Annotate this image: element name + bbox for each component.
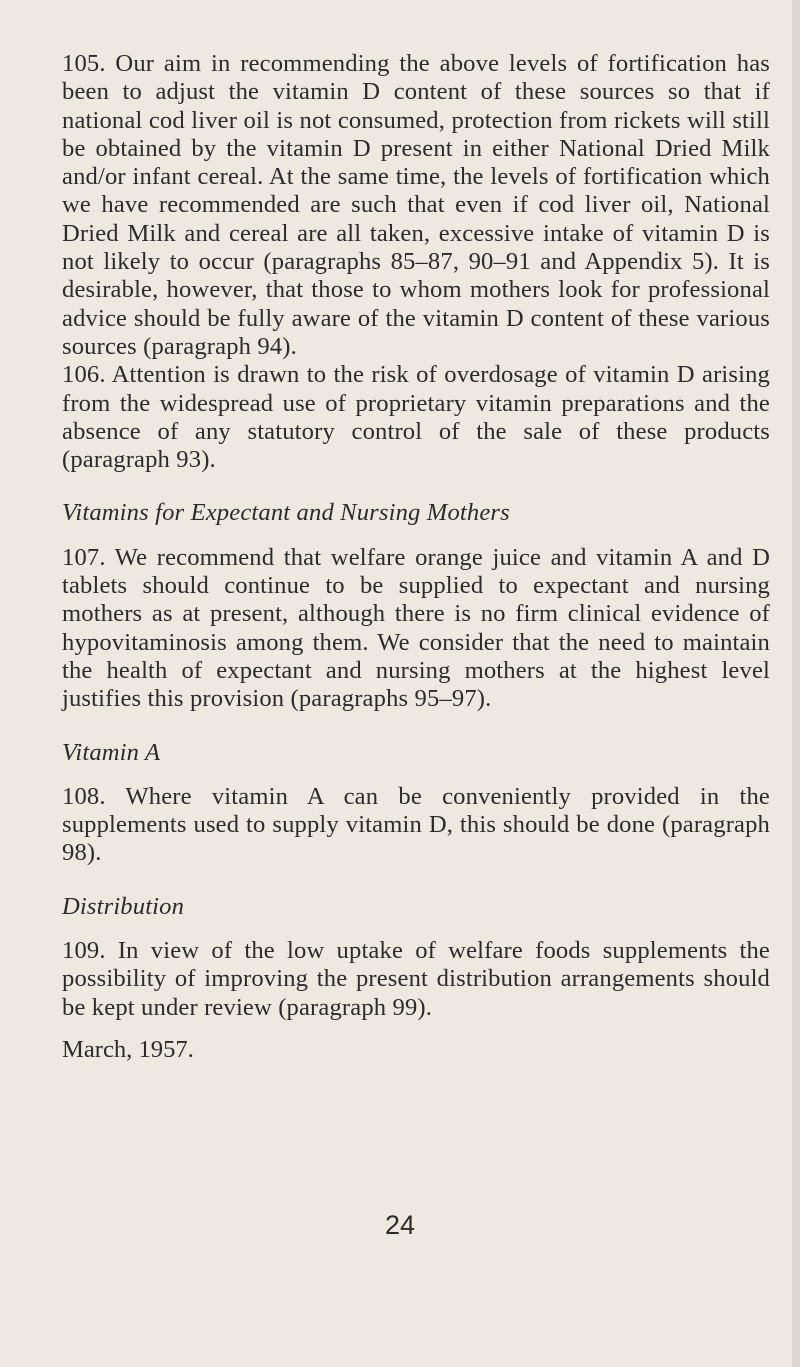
page-number: 24 xyxy=(384,1210,416,1240)
paragraph-109: 109. In view of the low uptake of welfare foods supplements the possibility of improving the present distribution arrangements should be kept under review (paragraph 99). xyxy=(62,937,770,1021)
heading-distribution: Distribution xyxy=(62,892,185,920)
date-line: March, 1957. xyxy=(62,1035,194,1063)
paragraph-105: 105. Our aim in recommending the above levels of fortification has been to adjust the vitamin D content of these sources so that if national cod liver oil is not consumed, protection from rickets will still be obtained by the vitamin D present in either National Dried Milk and/or infant cereal. At the same time, the levels of fortification which we have recommended are such that even if cod liver oil, National Dried Milk and cereal are all taken, excessive intake of vitamin D is not likely to occur (paragraphs 85–87, 90–91 and Appendix 5). It is desirable, however, that those to whom mothers look for professional advice should be fully aware of the vitamin D content of these various sources (paragraph 94). xyxy=(62,50,770,360)
paragraph-108: 108. Where vitamin A can be conveniently provided in the supplements used to supply vitamin D, this should be done (paragraph 98). xyxy=(62,782,770,867)
heading-expectant-nursing-mothers: Vitamins for Expectant and Nursing Mothers xyxy=(62,499,510,527)
paragraph-107: 107. We recommend that welfare orange juice and vitamin A and D tablets should continue to be supplied to expectant and nursing mothers as at present, although there is no firm clinical evidence of hypovitaminosis among them. We consider that the need to maintain the health of expectant and nursing mothers at the highest level justifies this provision (paragraphs 95–97). xyxy=(62,543,770,713)
page-edge xyxy=(792,0,800,1367)
heading-vitamin-a: Vitamin A xyxy=(62,738,161,766)
paragraph-106: 106. Attention is drawn to the risk of overdosage of vitamin D arising from the widespread use of proprietary vitamin preparations and the absence of any statutory control of the sale of these products (paragraph 93). xyxy=(62,361,770,474)
